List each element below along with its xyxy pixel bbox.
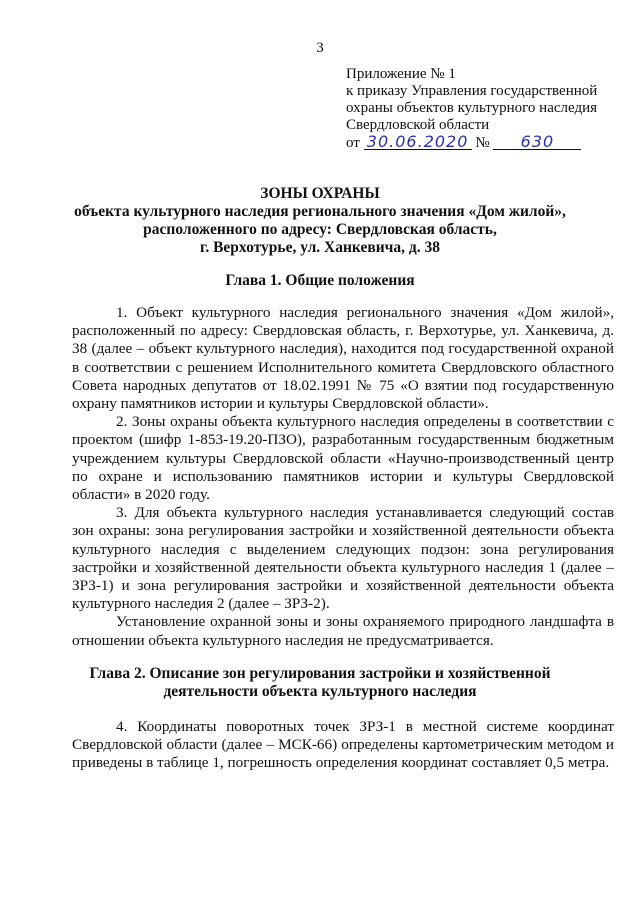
chapter-2-body (72, 718, 614, 773)
paragraph-3: 3. Для объекта культурного наследия устанавливается следующий состав зон охраны: зона регулирования застройки и хозяйственной деятельности объекта культурного наследия с выделением следующих подзон: зона регулирования застройки и хозяйственной деятельности объекта культурного наследия 1 (далее – ЗРЗ-1) и зона регулирования застройки и хозяйственной деятельности объекта культурного наследия 2 (далее – ЗРЗ-2). (72, 504, 614, 613)
paragraph-2: 2. Зоны охраны объекта культурного наследия определены в соответствии с проектом (шифр 1-853-19.20-ПЗО), разработанным государственным бюджетным учреждением культуры Свердловской области «Научно-производственный центр по охране и использованию памятников истории и культуры Свердловской области» в 2020 году. (72, 413, 614, 504)
title-line-1: ЗОНЫ ОХРАНЫ (260, 185, 380, 202)
chapter-2-heading-line-1: Глава 2. Описание зон регулирования застройки и хозяйственной (89, 665, 551, 682)
title-line-2: объекта культурного наследия регионального значения «Дом жилой», (74, 203, 566, 220)
appendix-line-3: охраны объектов культурного наследия (346, 100, 598, 116)
handwritten-date: 30.06.2020 (364, 134, 472, 150)
document-title (0, 185, 640, 257)
appendix-date-number-line (346, 134, 626, 152)
chapter-2-heading (0, 665, 640, 701)
appendix-line-1: Приложение № 1 (346, 66, 456, 82)
appendix-block (346, 66, 626, 152)
paragraph-4: Установление охранной зоны и зоны охраняемого природного ландшафта в отношении объекта культурного наследия не предусматривается. (72, 613, 614, 649)
chapter-1-body (72, 304, 614, 650)
from-label: от (346, 135, 360, 151)
page-number: 3 (316, 40, 324, 56)
chapter-1-heading: Глава 1. Общие положения (225, 272, 415, 289)
appendix-line-4: Свердловской области (346, 117, 490, 133)
number-label: № (475, 135, 490, 151)
chapter-2-heading-line-2: деятельности объекта культурного наследия (163, 683, 477, 700)
paragraph-1: 1. Объект культурного наследия регионального значения «Дом жилой», расположенный по адресу: Свердловская область, г. Верхотурье, ул. Ханкевича, д. 38 (далее – объект культурного наследия), находится под государственной охраной в соответствии с решением Исполнительного комитета Свердловского областного Совета народных депутатов от 18.02.1991 № 75 «О взятии под государственную охрану памятников истории и культуры Свердловской области». (72, 304, 614, 413)
title-line-4: г. Верхотурье, ул. Ханкевича, д. 38 (200, 239, 440, 256)
appendix-line-2: к приказу Управления государственной (346, 83, 598, 99)
title-line-3: расположенного по адресу: Свердловская область, (143, 221, 497, 238)
paragraph-5: 4. Координаты поворотных точек ЗРЗ-1 в местной системе координат Свердловской области (далее – МСК-66) определены картометрическим методом и приведены в таблице 1, погрешность определения координат составляет 0,5 метра. (72, 718, 614, 772)
handwritten-number: 630 (493, 134, 581, 150)
